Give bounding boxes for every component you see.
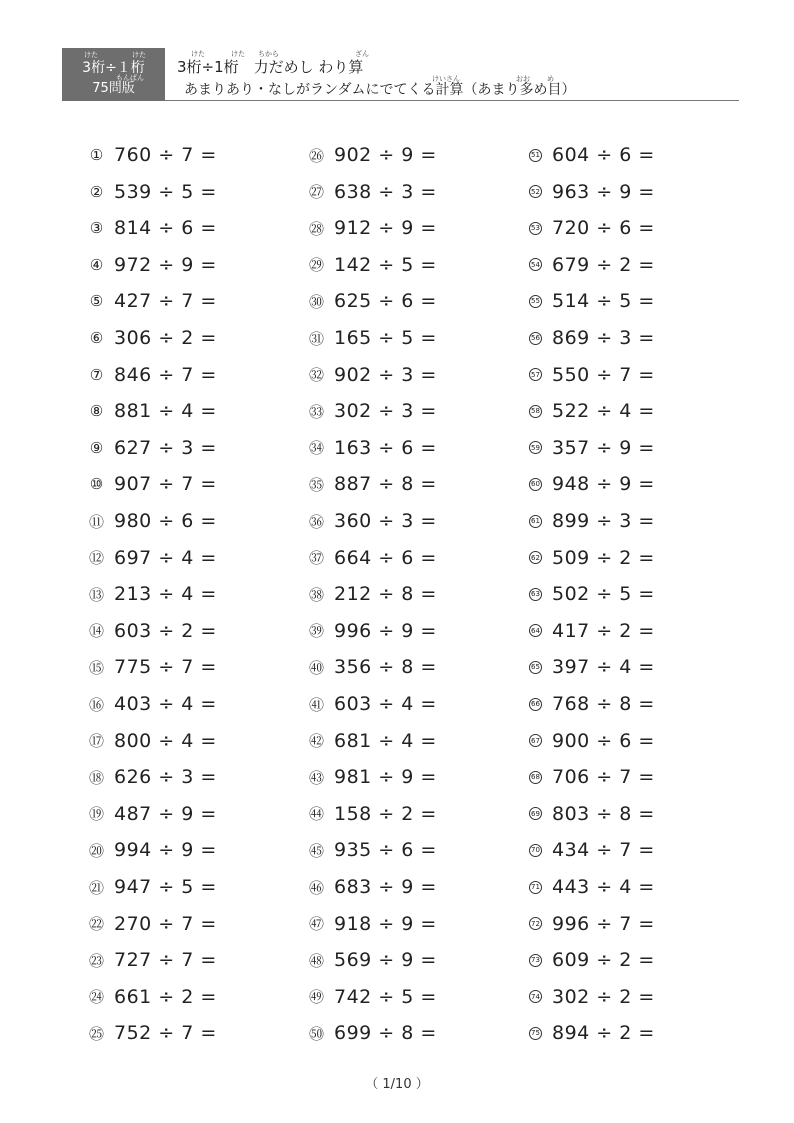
problem-number: ㊼ <box>309 915 325 934</box>
problem-item <box>89 471 217 497</box>
problem-expression: 487 ÷ 9 = <box>114 802 217 825</box>
problem-expression: 980 ÷ 6 = <box>114 510 217 532</box>
problem-number: ㉙ <box>309 256 325 275</box>
problem-item <box>89 215 217 241</box>
problem-number: ⑦ <box>89 365 104 384</box>
problem-expression: 900 ÷ 6 = <box>552 729 655 752</box>
problem-item <box>529 288 655 314</box>
problem-number: ㊲ <box>309 549 325 568</box>
problem-number: ㉗ <box>309 183 325 202</box>
problem-number: 59 <box>529 441 542 454</box>
problem-expression: 609 ÷ 2 = <box>552 949 655 972</box>
problem-number: ④ <box>89 255 104 274</box>
problem-expression: 972 ÷ 9 = <box>114 253 217 276</box>
problem-number: 66 <box>529 698 542 711</box>
problem-number: 58 <box>529 405 542 418</box>
problem-expression: 357 ÷ 9 = <box>552 436 655 459</box>
problem-item <box>529 398 655 424</box>
problem-item <box>309 215 437 241</box>
problem-expression: 625 ÷ 6 = <box>334 290 437 313</box>
problem-item <box>89 435 217 461</box>
problem-expression: 912 ÷ 9 = <box>334 217 437 240</box>
problem-expression: 881 ÷ 4 = <box>114 400 217 423</box>
problem-expression: 638 ÷ 3 = <box>334 180 437 203</box>
problem-expression: 768 ÷ 8 = <box>552 693 655 715</box>
problem-number: 54 <box>529 258 542 271</box>
problem-item <box>309 618 437 644</box>
problem-number: ㊴ <box>309 622 325 641</box>
problem-item <box>309 142 437 168</box>
problem-expression: 539 ÷ 5 = <box>114 180 217 203</box>
problem-expression: 697 ÷ 4 = <box>114 546 217 569</box>
problem-expression: 142 ÷ 5 = <box>334 253 437 276</box>
problem-expression: 443 ÷ 4 = <box>552 876 655 898</box>
problem-item <box>529 801 655 827</box>
problem-number: 57 <box>529 368 542 381</box>
problem-expression: 213 ÷ 4 = <box>114 583 217 606</box>
problem-number: 75 <box>529 1027 542 1040</box>
problem-item <box>529 325 655 351</box>
subtitle-ruby-2: おお <box>516 75 530 83</box>
problem-expression: 996 ÷ 9 = <box>334 619 437 642</box>
problem-item <box>309 179 437 205</box>
title-ruby-1: けた <box>191 50 205 58</box>
problem-expression: 302 ÷ 2 = <box>552 985 655 1008</box>
problem-number: ⑧ <box>89 402 104 421</box>
problem-item <box>529 215 655 241</box>
problem-item <box>529 984 655 1010</box>
problem-item <box>89 288 217 314</box>
problem-item <box>529 618 655 644</box>
problem-expression: 661 ÷ 2 = <box>114 985 217 1008</box>
problem-item <box>89 947 217 973</box>
problem-number: ⑯ <box>89 695 105 714</box>
problem-item <box>529 764 655 790</box>
problem-item <box>529 691 655 717</box>
problem-item <box>89 179 217 205</box>
problem-expression: 397 ÷ 4 = <box>552 656 655 679</box>
problem-expression: 522 ÷ 4 = <box>552 400 655 423</box>
problem-number: 65 <box>529 661 542 674</box>
problem-item <box>309 801 437 827</box>
problem-expression: 427 ÷ 7 = <box>114 290 217 313</box>
problem-item <box>309 252 437 278</box>
problem-item <box>89 618 217 644</box>
problem-number: 51 <box>529 149 542 162</box>
problem-item <box>89 837 217 863</box>
badge-ruby-2: けた <box>132 51 146 59</box>
problem-number: ⑪ <box>89 512 105 531</box>
problem-number: ㉟ <box>309 475 325 494</box>
problem-expression: 509 ÷ 2 = <box>552 546 655 569</box>
problem-item <box>309 471 437 497</box>
problem-number: ㉕ <box>89 1024 105 1043</box>
problem-number: 74 <box>529 990 542 1003</box>
problem-number: ㉒ <box>89 915 105 934</box>
problem-expression: 899 ÷ 3 = <box>552 510 655 532</box>
problem-expression: 604 ÷ 6 = <box>552 144 655 166</box>
problem-expression: 869 ÷ 3 = <box>552 327 655 349</box>
problem-expression: 626 ÷ 3 = <box>114 766 217 789</box>
problem-number: 56 <box>529 332 542 345</box>
problem-number: ㊶ <box>309 695 325 714</box>
problem-item <box>89 398 217 424</box>
problem-expression: 706 ÷ 7 = <box>552 766 655 789</box>
problem-number: 61 <box>529 515 542 528</box>
problem-item <box>309 874 437 900</box>
problem-expression: 302 ÷ 3 = <box>334 400 437 423</box>
problem-number: ㉓ <box>89 951 105 970</box>
problem-item <box>309 581 437 607</box>
problem-expression: 803 ÷ 8 = <box>552 802 655 825</box>
problem-number: ㉝ <box>309 402 325 421</box>
page-subtitle: あまりあり・なしがランダムにでてくる計算（あまり多め目） <box>184 82 576 98</box>
problem-expression: 907 ÷ 7 = <box>114 473 217 496</box>
problem-expression: 514 ÷ 5 = <box>552 290 655 313</box>
badge-ruby-1: けた <box>84 51 98 59</box>
problem-number: ㉖ <box>309 146 325 165</box>
problem-number: ㊾ <box>309 988 325 1007</box>
problem-item <box>89 142 217 168</box>
problem-number: ㊻ <box>309 878 325 897</box>
problem-number: 63 <box>529 588 542 601</box>
problem-number: ㉔ <box>89 988 105 1007</box>
problem-expression: 814 ÷ 6 = <box>114 217 217 240</box>
problem-item <box>89 581 217 607</box>
problem-expression: 550 ÷ 7 = <box>552 363 655 386</box>
problem-number: 67 <box>529 734 542 747</box>
problem-expression: 948 ÷ 9 = <box>552 473 655 496</box>
problem-expression: 918 ÷ 9 = <box>334 912 437 935</box>
problem-expression: 356 ÷ 8 = <box>334 656 437 679</box>
problem-number: ㉛ <box>309 329 325 348</box>
problem-expression: 434 ÷ 7 = <box>552 839 655 862</box>
title-ruby-2: けた <box>231 50 245 58</box>
problem-item <box>89 728 217 754</box>
problem-expression: 417 ÷ 2 = <box>552 619 655 642</box>
problem-number: ㉘ <box>309 219 325 238</box>
problem-expression: 994 ÷ 9 = <box>114 839 217 862</box>
title-ruby-4: ざん <box>355 50 369 58</box>
problem-number: ⑰ <box>89 732 105 751</box>
problem-number: 69 <box>529 807 542 820</box>
problem-number: ⑮ <box>89 658 105 677</box>
problem-number: 70 <box>529 844 542 857</box>
problem-item <box>309 435 437 461</box>
problem-item <box>89 362 217 388</box>
problem-number: 64 <box>529 624 542 637</box>
problem-item <box>529 728 655 754</box>
problem-item <box>529 837 655 863</box>
problem-number: 62 <box>529 551 542 564</box>
problem-item <box>89 874 217 900</box>
problem-item <box>529 581 655 607</box>
problem-item <box>529 179 655 205</box>
problem-expression: 158 ÷ 2 = <box>334 802 437 825</box>
problem-item <box>309 764 437 790</box>
problem-expression: 502 ÷ 5 = <box>552 583 655 606</box>
problem-number: ② <box>89 182 104 201</box>
problem-expression: 603 ÷ 2 = <box>114 619 217 642</box>
problem-item <box>529 508 655 534</box>
problem-item <box>529 1020 655 1046</box>
problem-expression: 212 ÷ 8 = <box>334 583 437 606</box>
problem-expression: 902 ÷ 3 = <box>334 363 437 386</box>
problem-item <box>89 911 217 937</box>
problem-item <box>529 362 655 388</box>
problem-number: ㉑ <box>89 878 105 897</box>
problem-item <box>529 947 655 973</box>
problem-expression: 846 ÷ 7 = <box>114 363 217 386</box>
problem-number: ⑳ <box>89 841 105 860</box>
problem-number: ⑫ <box>89 549 105 568</box>
problem-number: ㊱ <box>309 512 325 531</box>
problem-number: ⑲ <box>89 805 105 824</box>
problem-number: ① <box>89 146 104 164</box>
problem-number: ㊳ <box>309 585 325 604</box>
problem-number: ㊵ <box>309 658 325 677</box>
problem-number: ㊸ <box>309 768 325 787</box>
problem-number: ㉜ <box>309 366 325 385</box>
problem-number: ⑭ <box>89 622 105 641</box>
problem-number: ㊺ <box>309 841 325 860</box>
title-ruby-3: ちから <box>258 50 279 58</box>
problem-item <box>309 911 437 937</box>
problem-expression: 683 ÷ 9 = <box>334 876 437 898</box>
problem-item <box>529 874 655 900</box>
problem-expression: 727 ÷ 7 = <box>114 949 217 972</box>
problem-number: 55 <box>529 295 542 308</box>
problem-item <box>309 398 437 424</box>
problem-item <box>309 837 437 863</box>
problem-item <box>529 545 655 571</box>
subtitle-ruby-1: けいさん <box>432 75 460 83</box>
problem-expression: 681 ÷ 4 = <box>334 729 437 752</box>
problem-number: 72 <box>529 917 542 930</box>
problem-item <box>529 911 655 937</box>
problem-expression: 163 ÷ 6 = <box>334 436 437 459</box>
problem-item <box>309 508 437 534</box>
problem-item <box>89 691 217 717</box>
problem-number: ㉞ <box>309 439 325 458</box>
problem-item <box>89 252 217 278</box>
problem-expression: 775 ÷ 7 = <box>114 656 217 679</box>
problem-number: ⑨ <box>89 438 104 457</box>
problem-number: 73 <box>529 954 542 967</box>
problem-number: ㊷ <box>309 732 325 751</box>
problem-item <box>309 545 437 571</box>
problem-item <box>89 764 217 790</box>
problem-item <box>89 801 217 827</box>
problem-number: 60 <box>529 478 542 491</box>
problem-expression: 752 ÷ 7 = <box>114 1022 217 1045</box>
problem-expression: 894 ÷ 2 = <box>552 1022 655 1045</box>
problem-number: ㊹ <box>309 805 325 824</box>
problem-expression: 603 ÷ 4 = <box>334 693 437 715</box>
problem-number: ⑤ <box>89 292 104 311</box>
problem-number: 53 <box>529 222 542 235</box>
problem-expression: 306 ÷ 2 = <box>114 327 217 349</box>
problem-expression: 963 ÷ 9 = <box>552 180 655 203</box>
problem-expression: 947 ÷ 5 = <box>114 876 217 898</box>
problem-expression: 742 ÷ 5 = <box>334 985 437 1008</box>
problem-expression: 699 ÷ 8 = <box>334 1022 437 1045</box>
problem-number: 68 <box>529 771 542 784</box>
problem-item <box>89 545 217 571</box>
badge-ruby-3: もんばん <box>116 74 144 82</box>
problem-item <box>309 288 437 314</box>
page-number: （ 1/10 ） <box>365 1077 429 1092</box>
problem-item <box>309 728 437 754</box>
problem-expression: 627 ÷ 3 = <box>114 436 217 459</box>
problem-item <box>89 984 217 1010</box>
problem-item <box>309 947 437 973</box>
problem-item <box>529 471 655 497</box>
problem-item <box>89 508 217 534</box>
problem-number: ⑬ <box>89 585 105 604</box>
page-title: 3桁÷1桁 力だめし わり算 <box>177 58 364 76</box>
problem-expression: 403 ÷ 4 = <box>114 693 217 715</box>
badge-title: 3桁÷１桁 <box>82 60 145 76</box>
problem-expression: 664 ÷ 6 = <box>334 546 437 569</box>
problem-item <box>309 1020 437 1046</box>
problem-number: 52 <box>529 185 542 198</box>
problem-item <box>529 654 655 680</box>
problem-item <box>89 1020 217 1046</box>
badge-count: 75問版 <box>92 81 135 96</box>
problem-expression: 360 ÷ 3 = <box>334 510 437 532</box>
problem-number: 71 <box>529 881 542 894</box>
problem-expression: 165 ÷ 5 = <box>334 327 437 349</box>
problem-expression: 935 ÷ 6 = <box>334 839 437 862</box>
subtitle-ruby-3: め <box>547 75 554 83</box>
problem-expression: 270 ÷ 7 = <box>114 912 217 935</box>
problem-number: ⑥ <box>89 329 104 347</box>
problem-expression: 569 ÷ 9 = <box>334 949 437 972</box>
problem-expression: 887 ÷ 8 = <box>334 473 437 496</box>
problem-expression: 679 ÷ 2 = <box>552 253 655 276</box>
problem-number: ⑱ <box>89 768 105 787</box>
problem-number: ㉚ <box>309 292 325 311</box>
problem-item <box>529 142 655 168</box>
problem-item <box>309 984 437 1010</box>
problem-item <box>89 325 217 351</box>
problem-number: ③ <box>89 219 104 238</box>
problem-item <box>529 435 655 461</box>
problem-item <box>309 362 437 388</box>
problem-number: ㊽ <box>309 951 325 970</box>
problem-item <box>89 654 217 680</box>
problem-item <box>529 252 655 278</box>
problem-item <box>309 654 437 680</box>
problem-expression: 720 ÷ 6 = <box>552 217 655 240</box>
problem-expression: 902 ÷ 9 = <box>334 144 437 166</box>
problem-number: ⑩ <box>89 475 104 494</box>
problem-number: ㊿ <box>309 1024 325 1043</box>
problem-expression: 800 ÷ 4 = <box>114 729 217 752</box>
problem-expression: 981 ÷ 9 = <box>334 766 437 789</box>
problem-expression: 996 ÷ 7 = <box>552 912 655 935</box>
problem-item <box>309 325 437 351</box>
problem-expression: 760 ÷ 7 = <box>114 144 217 166</box>
problem-item <box>309 691 437 717</box>
